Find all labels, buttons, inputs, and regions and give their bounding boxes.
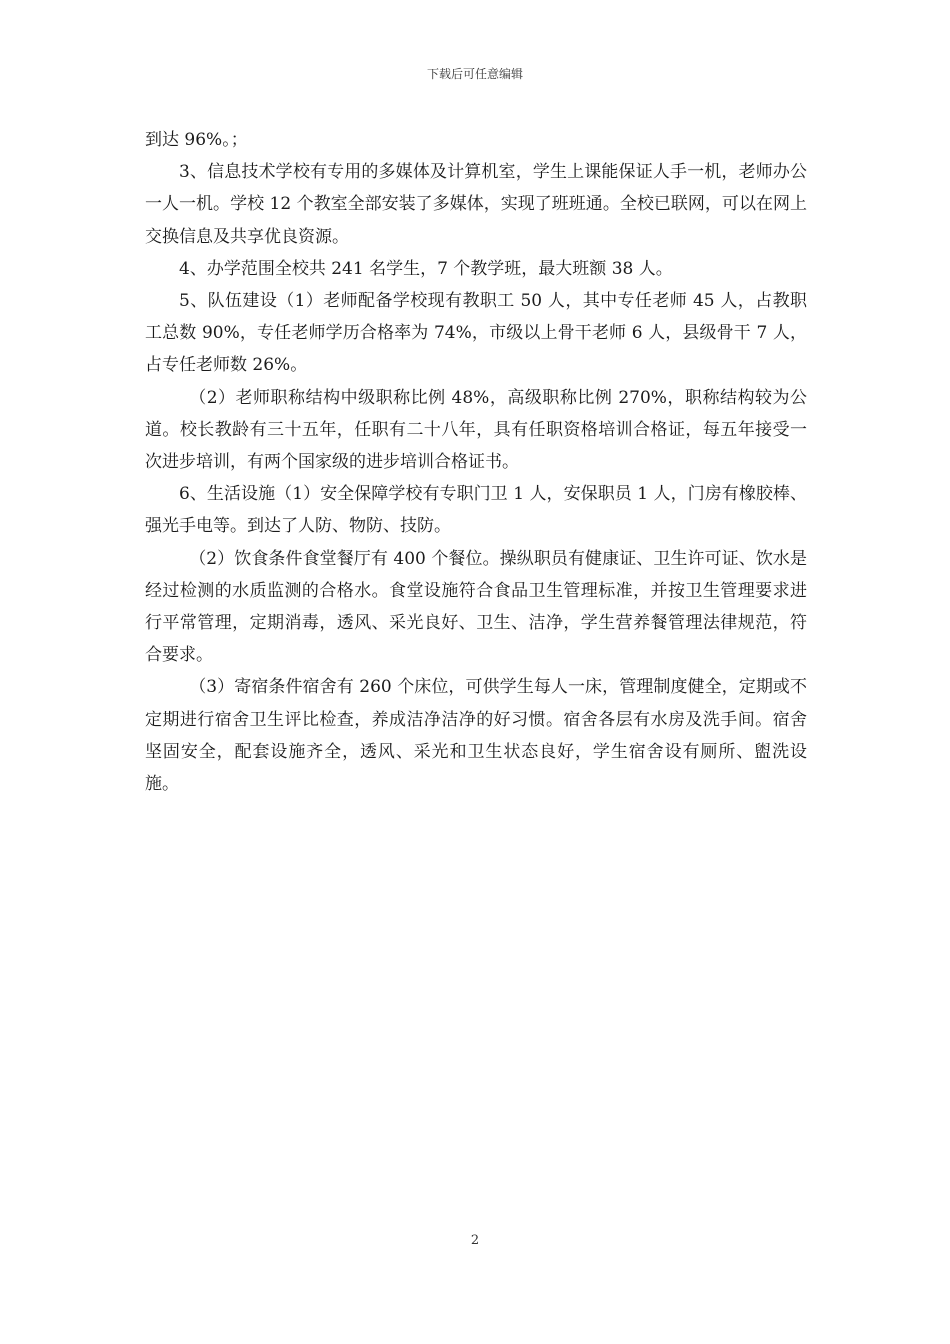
paragraph-security: 6、生活设施（1）安全保障学校有专职门卫 1 人，安保职员 1 人，门房有橡胶棒、强光手电等。到达了人防、物防、技防。 (145, 484, 807, 537)
paragraph-dining: （2）饮食条件食堂餐厅有 400 个餐位。操纵职员有健康证、卫生许可证、饮水是经过检测的水质监测的合格水。食堂设施符合食品卫生管理标准，并按卫生管理要求进行平常管理，定期消毒，透风、采光良好、卫生、洁净，学生营养餐管理法律规范，符合要求。 (145, 548, 807, 666)
paragraph-staffing: 5、队伍建设（1）老师配备学校现有教职工 50 人，其中专任老师 45 人，占教职工总数 90%，专任老师学历合格率为 74%，市级以上骨干老师 6 人，县级骨干 7 人，占专任老师数 26%。 (145, 291, 807, 376)
paragraph-continuation: 到达 96%。； (145, 130, 248, 150)
paragraph-titles-structure: （2）老师职称结构中级职称比例 48%，高级职称比例 270%，职称结构较为公道。校长教龄有三十五年，任职有二十八年，具有任职资格培训合格证，每五年接受一次进步培训，有两个国家级的进步培训合格证书。 (145, 387, 807, 473)
page-header: 下载后可任意编辑 (426, 67, 523, 81)
paragraph-it-facilities: 3、信息技术学校有专用的多媒体及计算机室，学生上课能保证人手一机，老师办公一人一机。学校 12 个教室全部安装了多媒体，实现了班班通。全校已联网，可以在网上交换信息及共享优良资源。 (145, 162, 807, 247)
page-number: 2 (470, 1233, 480, 1248)
document-body (145, 124, 807, 800)
paragraph-dormitory: （3）寄宿条件宿舍有 260 个床位，可供学生每人一床，管理制度健全，定期或不定期进行宿舍卫生评比检查，养成洁净洁净的好习惯。宿舍各层有水房及洗手间。宿舍坚固安全，配套设施齐全，透风、采光和卫生状态良好，学生宿舍设有厕所、盥洗设施。 (145, 677, 807, 795)
paragraph-school-scale: 4、办学范围全校共 241 名学生，7 个教学班，最大班额 38 人。 (179, 258, 673, 279)
